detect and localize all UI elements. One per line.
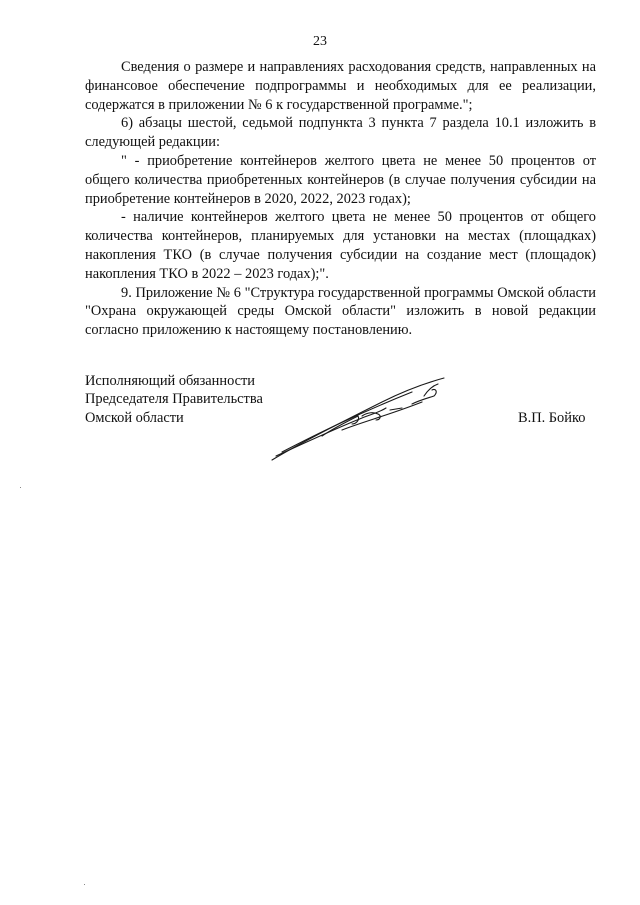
signer-name: В.П. Бойко	[518, 410, 586, 426]
signatory-position-line: Исполняющий обязанности	[85, 373, 256, 389]
paragraph-amendment-9: 9. Приложение № 6 "Структура государственной программы Омской области "Охрана окружающей среды Омской области" изложить в новой редакции согласно приложению к настоящему постановлению.	[85, 284, 596, 339]
paragraph-yellow-containers-purchase: " - приобретение контейнеров желтого цвета не менее 50 процентов от общего количества приобретенных контейнеров (в случае получения субсидии на приобретение контейнеров в 2020, 2022, 2023 годах);	[85, 152, 596, 207]
signatory-position	[85, 372, 263, 427]
paragraph-funding-info: Сведения о размере и направлениях расходования средств, направленных на финансовое обеспечение подпрограммы и необходимых для ее реализации, содержатся в приложении № 6 к государственной программе.";	[85, 59, 596, 113]
page-number: 23	[313, 34, 327, 49]
scan-artifact	[20, 487, 21, 488]
signatory-position-line: Омской области	[85, 409, 184, 426]
handwritten-signature-icon	[262, 372, 452, 464]
paragraph-amendment-6: 6) абзацы шестой, седьмой подпункта 3 пункта 7 раздела 10.1 изложить в следующей редакции:	[85, 115, 596, 151]
document-body	[85, 58, 596, 340]
signatory-position-line: Председателя Правительства	[85, 391, 263, 408]
paragraph-yellow-containers-availability: - наличие контейнеров желтого цвета не менее 50 процентов от общего количества контейнеров, планируемых для установки на местах (площадках) накопления ТКО (в случае получения субсидии на создание мест (площадок) накопления ТКО в 2022 – 2023 годах);".	[85, 209, 596, 282]
scan-artifact	[84, 884, 85, 885]
